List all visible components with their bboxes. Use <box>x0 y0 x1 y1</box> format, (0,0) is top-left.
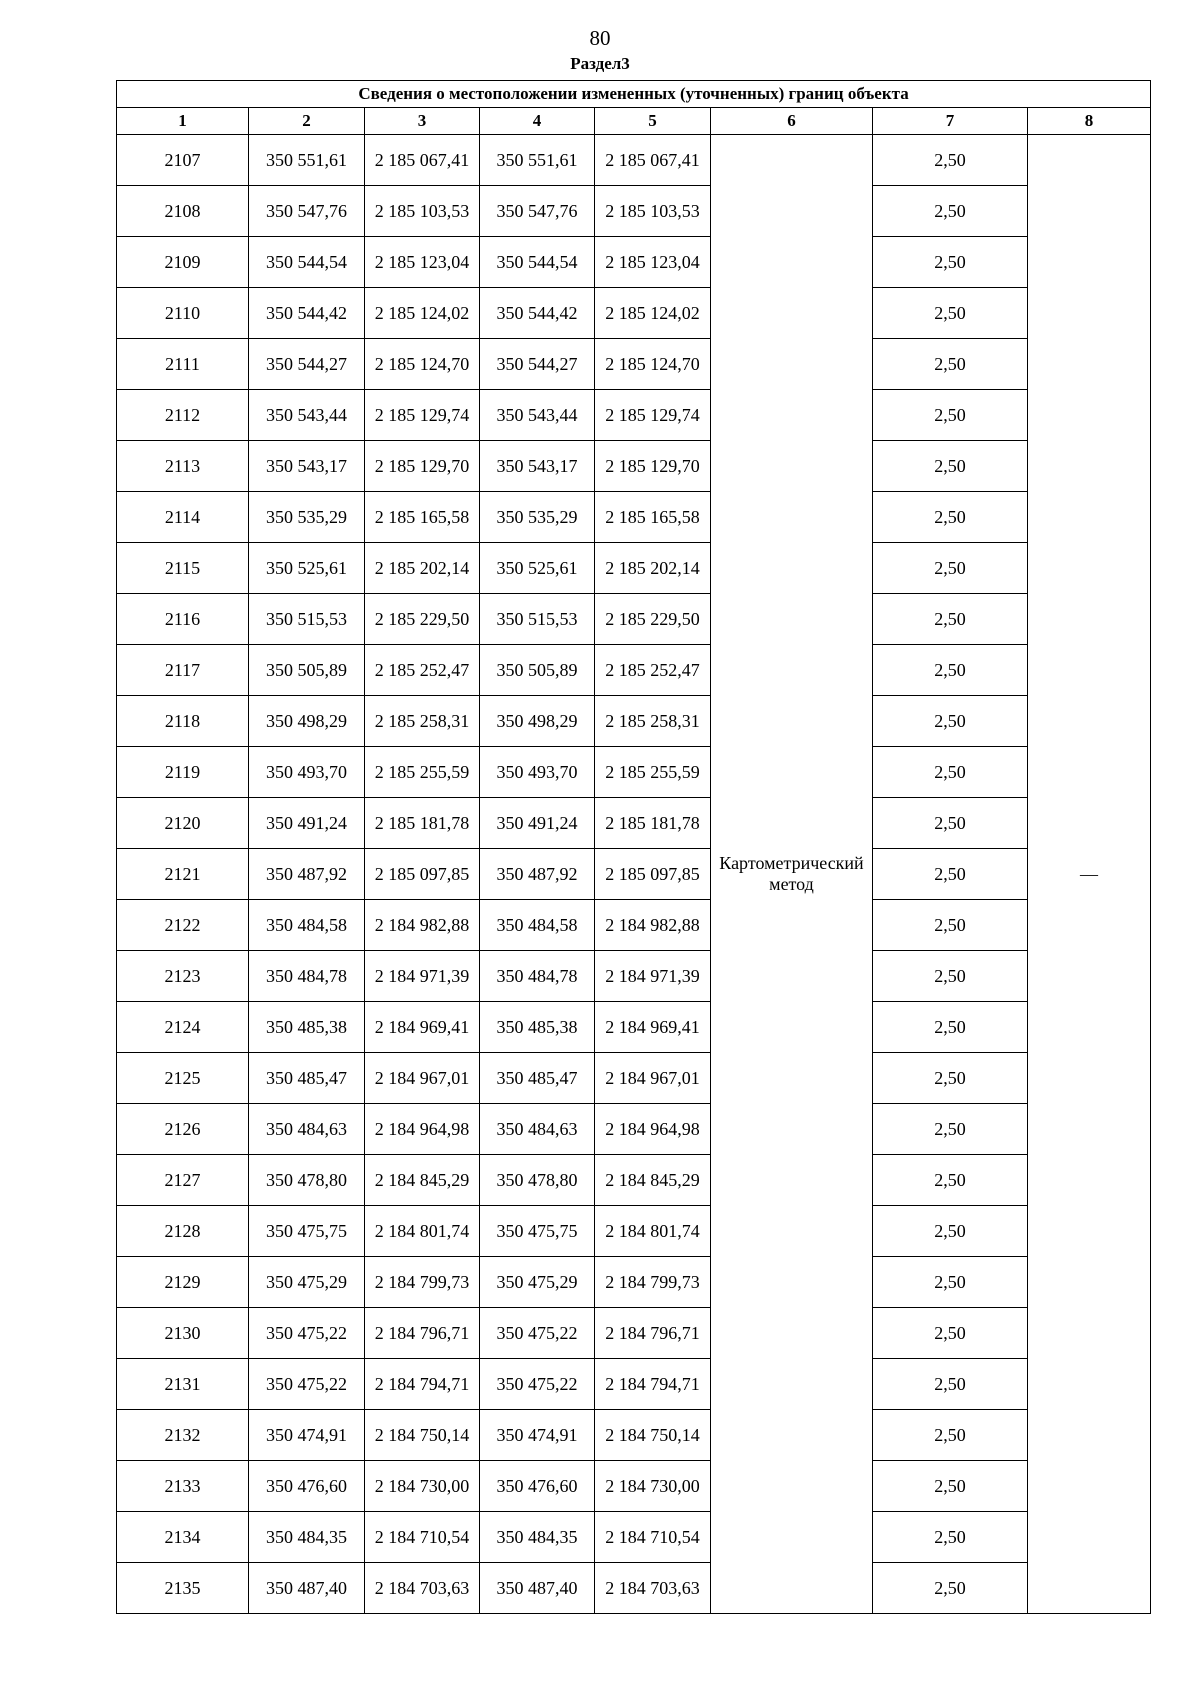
table-body <box>117 81 1151 1614</box>
point-number-cell: 2135 <box>117 1563 249 1614</box>
column-number-3: 3 <box>365 108 480 135</box>
table-row <box>117 1461 1151 1512</box>
table-row <box>117 1512 1151 1563</box>
y-coordinate-cell: 2 185 124,02 <box>365 288 480 339</box>
accuracy-cell: 2,50 <box>873 237 1028 288</box>
column-number-4: 4 <box>480 108 595 135</box>
y-coordinate-cell: 2 184 982,88 <box>595 900 711 951</box>
y-coordinate-cell: 2 184 964,98 <box>595 1104 711 1155</box>
column-number-1: 1 <box>117 108 249 135</box>
x-coordinate-cell: 350 547,76 <box>249 186 365 237</box>
y-coordinate-cell: 2 184 750,14 <box>365 1410 480 1461</box>
point-number-cell: 2110 <box>117 288 249 339</box>
table-row <box>117 390 1151 441</box>
x-coordinate-cell: 350 543,44 <box>480 390 595 441</box>
y-coordinate-cell: 2 184 703,63 <box>595 1563 711 1614</box>
x-coordinate-cell: 350 505,89 <box>249 645 365 696</box>
accuracy-cell: 2,50 <box>873 1257 1028 1308</box>
y-coordinate-cell: 2 184 801,74 <box>365 1206 480 1257</box>
accuracy-cell: 2,50 <box>873 1308 1028 1359</box>
accuracy-cell: 2,50 <box>873 1410 1028 1461</box>
accuracy-cell: 2,50 <box>873 543 1028 594</box>
y-coordinate-cell: 2 184 710,54 <box>365 1512 480 1563</box>
y-coordinate-cell: 2 184 971,39 <box>595 951 711 1002</box>
accuracy-cell: 2,50 <box>873 1155 1028 1206</box>
x-coordinate-cell: 350 544,54 <box>249 237 365 288</box>
point-number-cell: 2124 <box>117 1002 249 1053</box>
table-row <box>117 288 1151 339</box>
y-coordinate-cell: 2 185 067,41 <box>365 135 480 186</box>
accuracy-cell: 2,50 <box>873 1359 1028 1410</box>
point-number-cell: 2121 <box>117 849 249 900</box>
point-number-cell: 2133 <box>117 1461 249 1512</box>
accuracy-cell: 2,50 <box>873 186 1028 237</box>
x-coordinate-cell: 350 475,22 <box>249 1308 365 1359</box>
table-row <box>117 900 1151 951</box>
x-coordinate-cell: 350 484,63 <box>249 1104 365 1155</box>
accuracy-cell: 2,50 <box>873 135 1028 186</box>
point-number-cell: 2132 <box>117 1410 249 1461</box>
accuracy-cell: 2,50 <box>873 1053 1028 1104</box>
y-coordinate-cell: 2 185 123,04 <box>595 237 711 288</box>
x-coordinate-cell: 350 547,76 <box>480 186 595 237</box>
y-coordinate-cell: 2 184 799,73 <box>595 1257 711 1308</box>
table-row <box>117 1155 1151 1206</box>
y-coordinate-cell: 2 185 124,70 <box>595 339 711 390</box>
y-coordinate-cell: 2 185 252,47 <box>595 645 711 696</box>
y-coordinate-cell: 2 185 229,50 <box>595 594 711 645</box>
point-number-cell: 2120 <box>117 798 249 849</box>
y-coordinate-cell: 2 185 252,47 <box>365 645 480 696</box>
accuracy-cell: 2,50 <box>873 1104 1028 1155</box>
y-coordinate-cell: 2 184 845,29 <box>595 1155 711 1206</box>
accuracy-cell: 2,50 <box>873 492 1028 543</box>
x-coordinate-cell: 350 474,91 <box>480 1410 595 1461</box>
y-coordinate-cell: 2 185 097,85 <box>365 849 480 900</box>
column-number-row <box>117 108 1151 135</box>
point-number-cell: 2112 <box>117 390 249 441</box>
x-coordinate-cell: 350 543,44 <box>249 390 365 441</box>
column-8-cell: — <box>1028 135 1151 1614</box>
x-coordinate-cell: 350 476,60 <box>249 1461 365 1512</box>
point-number-cell: 2111 <box>117 339 249 390</box>
table-row <box>117 1308 1151 1359</box>
accuracy-cell: 2,50 <box>873 594 1028 645</box>
y-coordinate-cell: 2 184 730,00 <box>365 1461 480 1512</box>
x-coordinate-cell: 350 475,22 <box>480 1308 595 1359</box>
table-row <box>117 135 1151 186</box>
y-coordinate-cell: 2 185 124,02 <box>595 288 711 339</box>
table-row <box>117 186 1151 237</box>
accuracy-cell: 2,50 <box>873 900 1028 951</box>
y-coordinate-cell: 2 185 103,53 <box>365 186 480 237</box>
table-row <box>117 1002 1151 1053</box>
x-coordinate-cell: 350 515,53 <box>480 594 595 645</box>
table-row <box>117 645 1151 696</box>
y-coordinate-cell: 2 185 124,70 <box>365 339 480 390</box>
x-coordinate-cell: 350 515,53 <box>249 594 365 645</box>
table-row <box>117 798 1151 849</box>
x-coordinate-cell: 350 475,75 <box>480 1206 595 1257</box>
table-row <box>117 441 1151 492</box>
x-coordinate-cell: 350 484,35 <box>480 1512 595 1563</box>
point-number-cell: 2129 <box>117 1257 249 1308</box>
y-coordinate-cell: 2 185 129,70 <box>595 441 711 492</box>
point-number-cell: 2125 <box>117 1053 249 1104</box>
x-coordinate-cell: 350 544,27 <box>480 339 595 390</box>
point-number-cell: 2107 <box>117 135 249 186</box>
y-coordinate-cell: 2 185 181,78 <box>365 798 480 849</box>
y-coordinate-cell: 2 184 794,71 <box>365 1359 480 1410</box>
y-coordinate-cell: 2 184 750,14 <box>595 1410 711 1461</box>
table-row <box>117 1410 1151 1461</box>
table-row <box>117 747 1151 798</box>
column-number-8: 8 <box>1028 108 1151 135</box>
point-number-cell: 2117 <box>117 645 249 696</box>
x-coordinate-cell: 350 475,22 <box>249 1359 365 1410</box>
column-number-6: 6 <box>711 108 873 135</box>
point-number-cell: 2122 <box>117 900 249 951</box>
section-title: Раздел3 <box>570 54 630 73</box>
x-coordinate-cell: 350 485,38 <box>249 1002 365 1053</box>
point-number-cell: 2131 <box>117 1359 249 1410</box>
point-number-cell: 2119 <box>117 747 249 798</box>
y-coordinate-cell: 2 185 202,14 <box>595 543 711 594</box>
x-coordinate-cell: 350 484,78 <box>249 951 365 1002</box>
x-coordinate-cell: 350 475,75 <box>249 1206 365 1257</box>
x-coordinate-cell: 350 475,22 <box>480 1359 595 1410</box>
x-coordinate-cell: 350 543,17 <box>249 441 365 492</box>
x-coordinate-cell: 350 485,47 <box>480 1053 595 1104</box>
y-coordinate-cell: 2 185 202,14 <box>365 543 480 594</box>
point-number-cell: 2127 <box>117 1155 249 1206</box>
table-row <box>117 237 1151 288</box>
y-coordinate-cell: 2 184 969,41 <box>595 1002 711 1053</box>
point-number-cell: 2123 <box>117 951 249 1002</box>
accuracy-cell: 2,50 <box>873 1512 1028 1563</box>
x-coordinate-cell: 350 491,24 <box>480 798 595 849</box>
x-coordinate-cell: 350 491,24 <box>249 798 365 849</box>
x-coordinate-cell: 350 544,42 <box>249 288 365 339</box>
x-coordinate-cell: 350 525,61 <box>480 543 595 594</box>
y-coordinate-cell: 2 185 129,74 <box>365 390 480 441</box>
y-coordinate-cell: 2 185 103,53 <box>595 186 711 237</box>
x-coordinate-cell: 350 493,70 <box>249 747 365 798</box>
x-coordinate-cell: 350 493,70 <box>480 747 595 798</box>
y-coordinate-cell: 2 185 067,41 <box>595 135 711 186</box>
y-coordinate-cell: 2 184 794,71 <box>595 1359 711 1410</box>
table-caption-row <box>117 81 1151 108</box>
x-coordinate-cell: 350 535,29 <box>249 492 365 543</box>
x-coordinate-cell: 350 487,92 <box>480 849 595 900</box>
x-coordinate-cell: 350 544,42 <box>480 288 595 339</box>
accuracy-cell: 2,50 <box>873 1002 1028 1053</box>
x-coordinate-cell: 350 485,47 <box>249 1053 365 1104</box>
y-coordinate-cell: 2 185 255,59 <box>365 747 480 798</box>
accuracy-cell: 2,50 <box>873 390 1028 441</box>
x-coordinate-cell: 350 484,58 <box>249 900 365 951</box>
table-row <box>117 492 1151 543</box>
point-number-cell: 2128 <box>117 1206 249 1257</box>
point-number-cell: 2114 <box>117 492 249 543</box>
table-row <box>117 951 1151 1002</box>
x-coordinate-cell: 350 525,61 <box>249 543 365 594</box>
y-coordinate-cell: 2 184 967,01 <box>365 1053 480 1104</box>
accuracy-cell: 2,50 <box>873 747 1028 798</box>
point-number-cell: 2108 <box>117 186 249 237</box>
y-coordinate-cell: 2 184 964,98 <box>365 1104 480 1155</box>
x-coordinate-cell: 350 551,61 <box>249 135 365 186</box>
y-coordinate-cell: 2 185 165,58 <box>595 492 711 543</box>
x-coordinate-cell: 350 543,17 <box>480 441 595 492</box>
y-coordinate-cell: 2 184 796,71 <box>365 1308 480 1359</box>
x-coordinate-cell: 350 484,35 <box>249 1512 365 1563</box>
point-number-cell: 2118 <box>117 696 249 747</box>
coordinates-table <box>116 80 1151 1614</box>
y-coordinate-cell: 2 185 097,85 <box>595 849 711 900</box>
y-coordinate-cell: 2 185 258,31 <box>595 696 711 747</box>
x-coordinate-cell: 350 487,40 <box>480 1563 595 1614</box>
accuracy-cell: 2,50 <box>873 1461 1028 1512</box>
table-row <box>117 1257 1151 1308</box>
table-caption: Сведения о местоположении измененных (уточненных) границ объекта <box>117 81 1151 108</box>
accuracy-cell: 2,50 <box>873 339 1028 390</box>
y-coordinate-cell: 2 184 799,73 <box>365 1257 480 1308</box>
y-coordinate-cell: 2 185 258,31 <box>365 696 480 747</box>
table-row <box>117 339 1151 390</box>
x-coordinate-cell: 350 505,89 <box>480 645 595 696</box>
table-row <box>117 1053 1151 1104</box>
x-coordinate-cell: 350 475,29 <box>480 1257 595 1308</box>
accuracy-cell: 2,50 <box>873 1563 1028 1614</box>
point-number-cell: 2116 <box>117 594 249 645</box>
table-row <box>117 543 1151 594</box>
accuracy-cell: 2,50 <box>873 951 1028 1002</box>
table-row <box>117 1104 1151 1155</box>
table-row <box>117 594 1151 645</box>
accuracy-cell: 2,50 <box>873 645 1028 696</box>
y-coordinate-cell: 2 184 703,63 <box>365 1563 480 1614</box>
accuracy-cell: 2,50 <box>873 696 1028 747</box>
y-coordinate-cell: 2 184 796,71 <box>595 1308 711 1359</box>
y-coordinate-cell: 2 184 971,39 <box>365 951 480 1002</box>
y-coordinate-cell: 2 184 730,00 <box>595 1461 711 1512</box>
x-coordinate-cell: 350 475,29 <box>249 1257 365 1308</box>
x-coordinate-cell: 350 476,60 <box>480 1461 595 1512</box>
y-coordinate-cell: 2 185 165,58 <box>365 492 480 543</box>
x-coordinate-cell: 350 485,38 <box>480 1002 595 1053</box>
point-number-cell: 2109 <box>117 237 249 288</box>
column-number-7: 7 <box>873 108 1028 135</box>
y-coordinate-cell: 2 185 181,78 <box>595 798 711 849</box>
x-coordinate-cell: 350 484,58 <box>480 900 595 951</box>
x-coordinate-cell: 350 487,40 <box>249 1563 365 1614</box>
table-row <box>117 1359 1151 1410</box>
column-number-5: 5 <box>595 108 711 135</box>
accuracy-cell: 2,50 <box>873 798 1028 849</box>
point-number-cell: 2126 <box>117 1104 249 1155</box>
y-coordinate-cell: 2 184 801,74 <box>595 1206 711 1257</box>
accuracy-cell: 2,50 <box>873 849 1028 900</box>
accuracy-cell: 2,50 <box>873 1206 1028 1257</box>
x-coordinate-cell: 350 474,91 <box>249 1410 365 1461</box>
table-row <box>117 1206 1151 1257</box>
y-coordinate-cell: 2 184 845,29 <box>365 1155 480 1206</box>
table-row <box>117 696 1151 747</box>
method-cell: Картометрический метод <box>711 135 873 1614</box>
y-coordinate-cell: 2 184 969,41 <box>365 1002 480 1053</box>
y-coordinate-cell: 2 185 129,70 <box>365 441 480 492</box>
accuracy-cell: 2,50 <box>873 288 1028 339</box>
point-number-cell: 2134 <box>117 1512 249 1563</box>
x-coordinate-cell: 350 478,80 <box>480 1155 595 1206</box>
point-number-cell: 2130 <box>117 1308 249 1359</box>
y-coordinate-cell: 2 185 123,04 <box>365 237 480 288</box>
y-coordinate-cell: 2 185 255,59 <box>595 747 711 798</box>
y-coordinate-cell: 2 185 129,74 <box>595 390 711 441</box>
page-number: 80 <box>589 26 611 50</box>
x-coordinate-cell: 350 484,63 <box>480 1104 595 1155</box>
x-coordinate-cell: 350 487,92 <box>249 849 365 900</box>
x-coordinate-cell: 350 535,29 <box>480 492 595 543</box>
x-coordinate-cell: 350 498,29 <box>249 696 365 747</box>
y-coordinate-cell: 2 184 710,54 <box>595 1512 711 1563</box>
x-coordinate-cell: 350 544,27 <box>249 339 365 390</box>
x-coordinate-cell: 350 551,61 <box>480 135 595 186</box>
point-number-cell: 2115 <box>117 543 249 594</box>
x-coordinate-cell: 350 544,54 <box>480 237 595 288</box>
point-number-cell: 2113 <box>117 441 249 492</box>
y-coordinate-cell: 2 184 982,88 <box>365 900 480 951</box>
table-row <box>117 1563 1151 1614</box>
y-coordinate-cell: 2 185 229,50 <box>365 594 480 645</box>
column-number-2: 2 <box>249 108 365 135</box>
y-coordinate-cell: 2 184 967,01 <box>595 1053 711 1104</box>
x-coordinate-cell: 350 478,80 <box>249 1155 365 1206</box>
table-row <box>117 849 1151 900</box>
x-coordinate-cell: 350 498,29 <box>480 696 595 747</box>
accuracy-cell: 2,50 <box>873 441 1028 492</box>
x-coordinate-cell: 350 484,78 <box>480 951 595 1002</box>
